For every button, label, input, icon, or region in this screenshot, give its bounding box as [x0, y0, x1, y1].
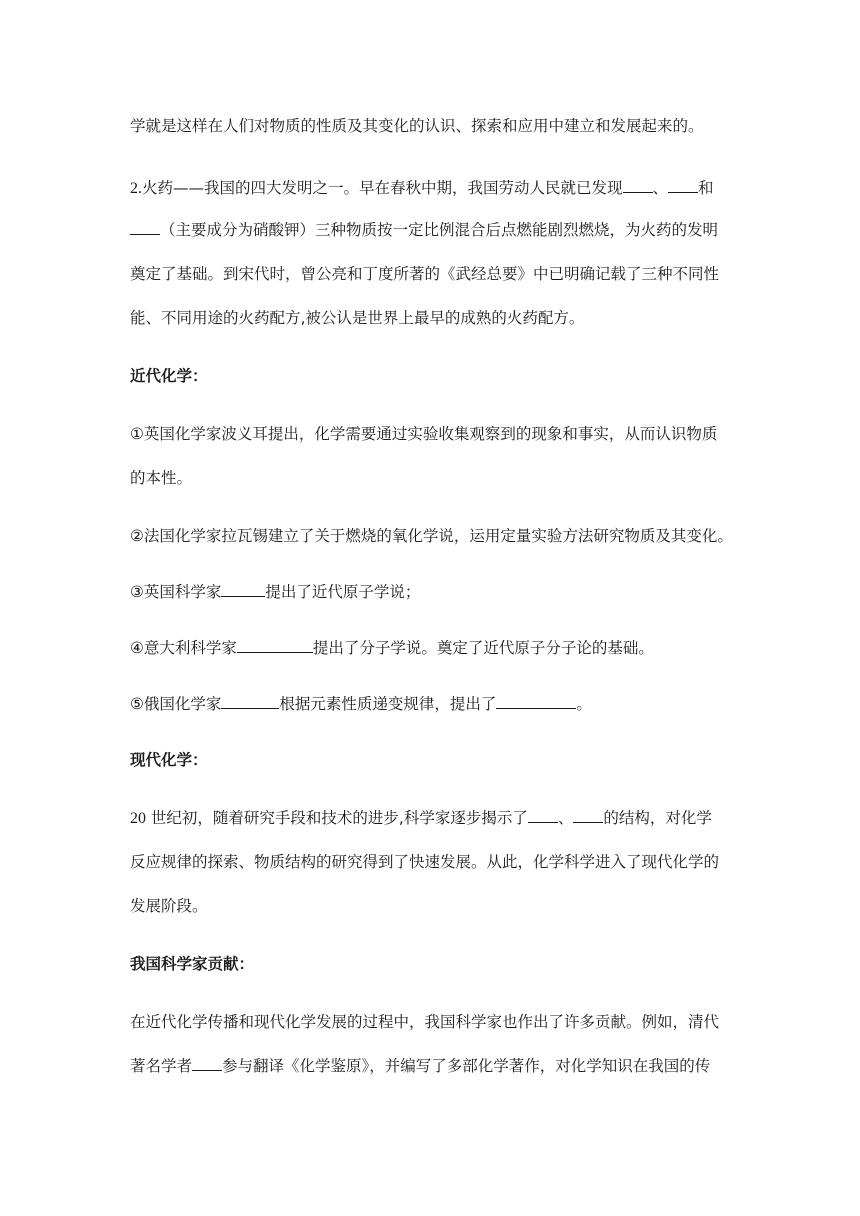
text: 学就是这样在人们对物质的性质及其变化的认识、探索和应用中建立和发展起来的。: [130, 117, 704, 135]
fill-blank[interactable]: [528, 808, 558, 823]
fill-blank[interactable]: [221, 582, 265, 597]
paragraph-line: [130, 808, 712, 828]
section-heading: [130, 366, 208, 386]
fill-blank[interactable]: [668, 178, 698, 193]
text-number: 20: [130, 810, 146, 827]
text: 的结构，对化学: [603, 809, 712, 827]
text: 能、不同用途的火药配方,被公认是世界上最早的成熟的火药配方。: [130, 309, 585, 327]
text: 火药——我国的四大发明之一。早在春秋中期，我国劳动人民就已发现: [142, 179, 623, 197]
paragraph-line: [130, 582, 420, 602]
text: 反应规律的探索、物质结构的研究得到了快速发展。从此，化学科学进入了现代化学的: [130, 853, 720, 871]
fill-blank[interactable]: [130, 220, 160, 235]
text: 和: [698, 179, 714, 197]
fill-blank[interactable]: [623, 178, 653, 193]
text: 发展阶段。: [130, 897, 208, 915]
text: ①英国化学家波义耳提出，化学需要通过实验收集观察到的现象和事实，从而认识物质: [130, 425, 718, 443]
text: 、: [557, 809, 574, 827]
fill-blank[interactable]: [573, 808, 603, 823]
fill-blank[interactable]: [221, 694, 279, 709]
text: 著名学者: [130, 1057, 193, 1075]
text: 提出了分子学说。奠定了近代原子分子论的基础。: [312, 639, 654, 657]
paragraph-line: [130, 896, 208, 916]
text: ③英国科学家: [130, 583, 222, 601]
text: 、: [652, 179, 669, 197]
text: 提出了近代原子学说；: [265, 583, 421, 601]
text: 世纪初，随着研究手段和技术的进步,科学家逐步揭示了: [146, 809, 528, 827]
text: 在近代化学传播和现代化学发展的过程中，我国科学家也作出了许多贡献。例如，清代: [130, 1013, 720, 1031]
paragraph-line: [130, 1056, 710, 1076]
text: （主要成分为硝酸钾）三种物质按一定比例混合后点燃能剧烈燃烧，为火药的发明: [160, 221, 719, 239]
paragraph-line: [130, 308, 584, 328]
text: 参与翻译《化学鉴原》，并编写了多部化学著作，对化学知识在我国的传: [222, 1057, 711, 1075]
paragraph-line: [130, 424, 717, 444]
heading-text: 近代化学：: [130, 367, 208, 385]
text: 根据元素性质递变规律，提出了: [279, 695, 497, 713]
text: 的本性。: [130, 469, 193, 487]
section-heading: [130, 750, 208, 770]
fill-blank[interactable]: [496, 694, 576, 709]
item-number: 2.: [130, 180, 142, 197]
paragraph-line: [130, 852, 719, 872]
text: 奠定了基础。到宋代时，曾公亮和丁度所著的《武经总要》中已明确记载了三种不同性: [130, 265, 720, 283]
paragraph-line: [130, 468, 192, 488]
paragraph-line: [130, 526, 733, 546]
paragraph-line: [130, 178, 714, 198]
paragraph-line: [130, 116, 704, 136]
text: ②法国化学家拉瓦锡建立了关于燃烧的氧化学说，运用定量实验方法研究物质及其变化。: [130, 527, 733, 545]
paragraph-line: [130, 1012, 719, 1032]
paragraph-line: [130, 264, 719, 284]
fill-blank[interactable]: [237, 638, 313, 653]
heading-text: 我国科学家贡献：: [130, 955, 255, 973]
text: ⑤俄国化学家: [130, 695, 222, 713]
text: 。: [576, 695, 592, 713]
heading-text: 现代化学：: [130, 751, 208, 769]
section-heading: [130, 954, 254, 974]
paragraph-line: [130, 638, 654, 658]
paragraph-line: [130, 694, 592, 714]
text: ④意大利科学家: [130, 639, 237, 657]
paragraph-line: [130, 220, 718, 240]
fill-blank[interactable]: [192, 1056, 222, 1071]
